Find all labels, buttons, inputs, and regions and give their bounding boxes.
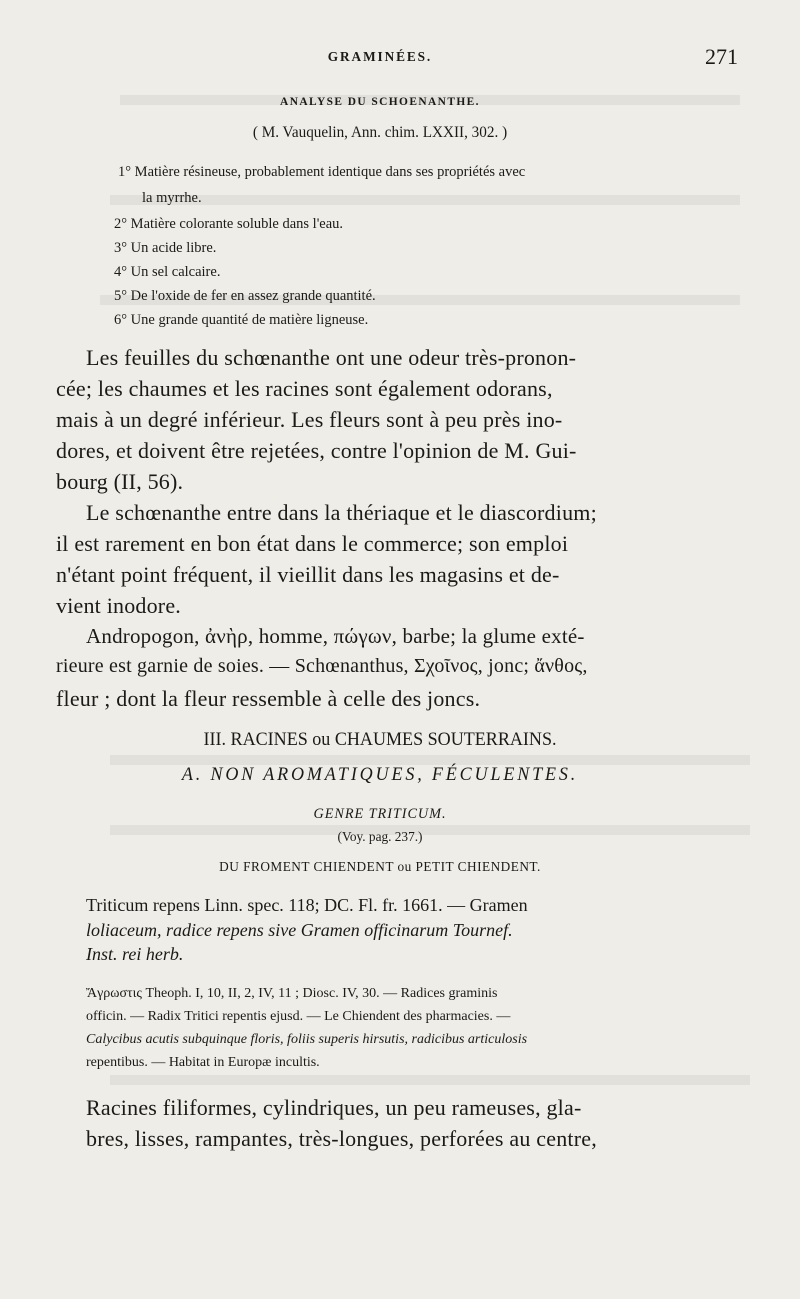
paragraph-line: cée; les chaumes et les racines sont également odorans, (56, 376, 553, 401)
paragraph-line: vient inodore. (56, 593, 181, 618)
analysis-item: 6° Une grande quantité de matière ligneuse. (114, 312, 369, 328)
synonymy-line: loliaceum, radice repens sive Gramen officinarum Tournef. (86, 920, 513, 940)
page-number: 271 (705, 44, 738, 69)
analysis-reference: ( M. Vauquelin, Ann. chim. LXXII, 302. ) (252, 124, 508, 141)
analysis-item: 4° Un sel calcaire. (114, 264, 221, 280)
paragraph-line: Racines filiformes, cylindriques, un peu rameuses, gla- (86, 1095, 582, 1120)
analysis-item: la myrrhe. (142, 190, 202, 206)
section-subheading: A. NON AROMATIQUES, FÉCULENTES. (181, 764, 579, 785)
analysis-item: 2° Matière colorante soluble dans l'eau. (114, 216, 344, 232)
paragraph-line: Le schœnanthe entre dans la thériaque et le diascordium; (86, 500, 597, 525)
note-line: repentibus. — Habitat in Europæ incultis. (86, 1055, 320, 1070)
paragraph-line: fleur ; dont la fleur ressemble à celle des joncs. (56, 686, 481, 711)
note-line: officin. — Radix Tritici repentis ejusd. — Le Chiendent des pharmacies. — (86, 1009, 511, 1024)
paragraph-line: bres, lisses, rampantes, très-longues, perforées au centre, (86, 1126, 597, 1151)
note-line: Ἄγρωστις Theoph. I, 10, II, 2, IV, 11 ; Diosc. IV, 30. — Radices graminis (86, 986, 498, 1001)
synonymy-line: Inst. rei herb. (86, 944, 184, 964)
synonymy-line: Triticum repens Linn. spec. 118; DC. Fl. fr. 1661. — Gramen (86, 895, 528, 915)
analysis-title: ANALYSE DU SCHOENANTHE. (280, 94, 480, 108)
paragraph-line: dores, et doivent être rejetées, contre l'opinion de M. Gui- (56, 438, 577, 463)
genus-title: GENRE TRITICUM. (313, 806, 447, 822)
paragraph-line: Les feuilles du schœnanthe ont une odeur très-pronon- (86, 345, 577, 370)
paragraph-line: bourg (II, 56). (56, 469, 184, 494)
genus-reference: (Voy. pag. 237.) (337, 830, 423, 845)
paragraph-line: mais à un degré inférieur. Les fleurs sont à peu près ino- (56, 407, 563, 432)
paragraph-line: rieure est garnie de soies. — Schœnanthus, Σχοῖνος, jonc; ἄνθος, (56, 655, 588, 677)
analysis-item: 1° Matière résineuse, probablement identique dans ses propriétés avec (118, 164, 526, 180)
paragraph-line: Andropogon, ἀνὴρ, homme, πώγων, barbe; la glume exté- (86, 624, 585, 648)
paragraph-line: n'étant point fréquent, il vieillit dans les magasins et de- (56, 562, 560, 587)
section-heading: III. RACINES ou CHAUMES SOUTERRAINS. (203, 729, 557, 750)
running-title: GRAMINÉES. (327, 50, 433, 65)
species-title: DU FROMENT CHIENDENT ou PETIT CHIENDENT. (219, 860, 541, 875)
note-line: Calycibus acutis subquinque floris, foliis superis hirsutis, radicibus articulosis (86, 1032, 528, 1047)
paragraph-line: il est rarement en bon état dans le commerce; son emploi (56, 531, 569, 556)
analysis-item: 5° De l'oxide de fer en assez grande quantité. (114, 288, 376, 304)
analysis-item: 3° Un acide libre. (114, 240, 217, 256)
